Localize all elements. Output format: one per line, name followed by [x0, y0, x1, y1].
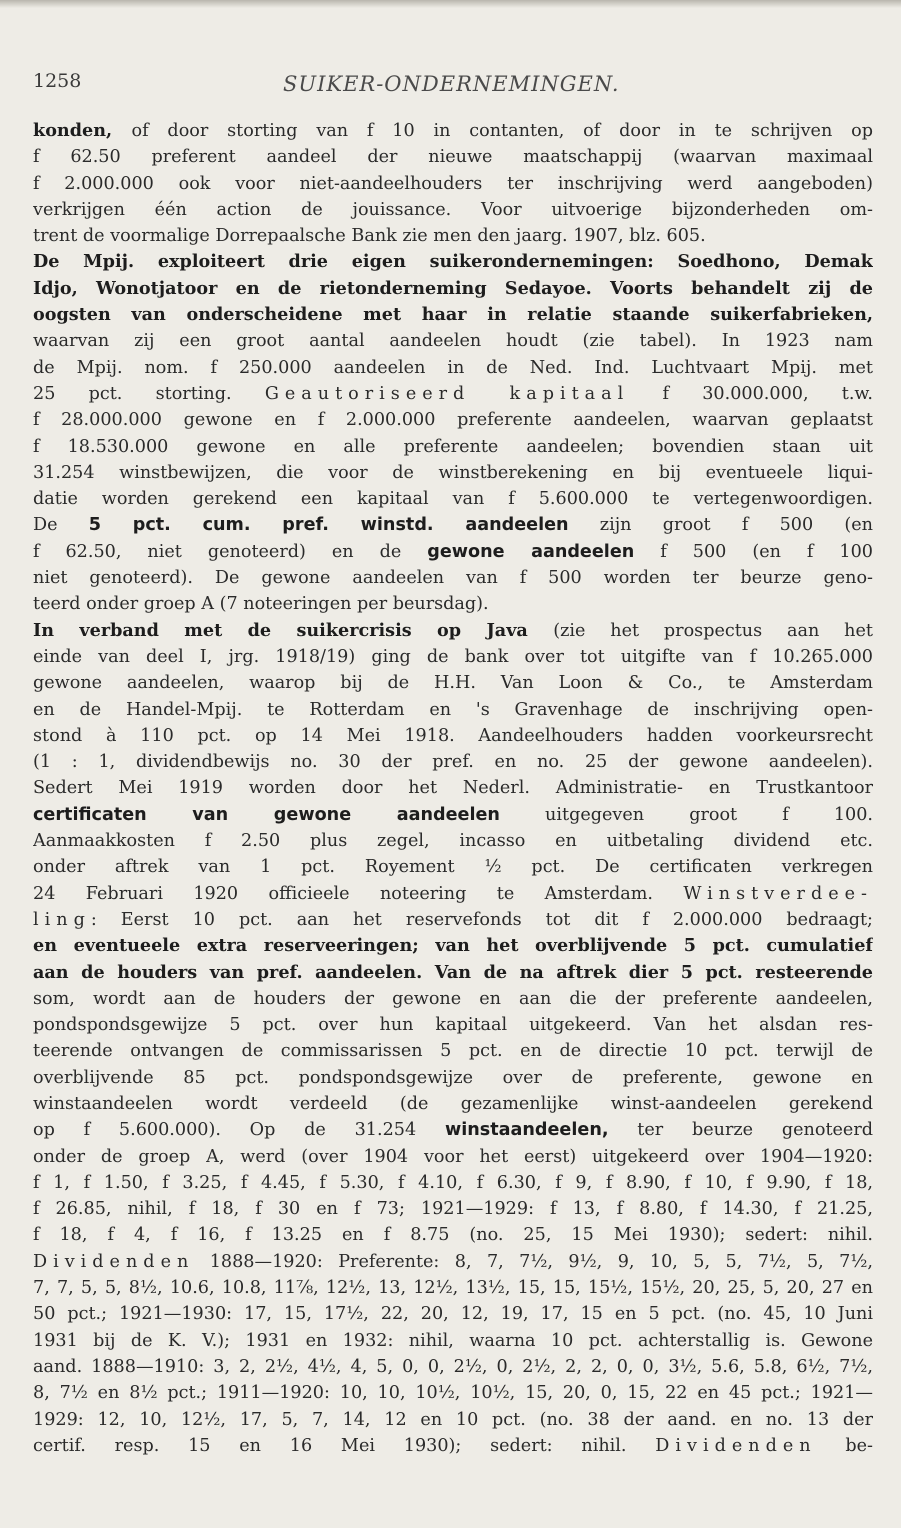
text-segment: 50 pct.; 1921—1930: 17, 15, 17½, 22, 20, 12, 19, 17, 15 en 5 pct. (no. 45, 10 Juni	[33, 1304, 873, 1325]
text-segment: 1929: 12, 10, 12½, 17, 5, 7, 14, 12 en 10 pct. (no. 38 der aand. en no. 13 der	[33, 1409, 873, 1430]
text-segment: zijn groot f 500 (en	[568, 515, 873, 536]
text-line	[33, 486, 873, 512]
text-segment: de Mpij. nom. f 250.000 aandeelen in de Ned. Ind. Luchtvaart Mpij. met	[33, 357, 873, 378]
text-segment: en eventueele extra reserveeringen; van het overblijvende 5 pct. cumulatief	[33, 935, 873, 957]
text-line	[33, 328, 873, 354]
text-segment: oogsten van onderscheidene met haar in relatie staande suikerfabrieken,	[33, 304, 873, 326]
text-segment: gewone aandeelen, waarop bij de H.H. Van Loon & Co., te Amsterdam	[33, 673, 873, 694]
text-segment: teerd onder groep A (7 noteeringen per beursdag).	[33, 594, 489, 615]
running-title: SUIKER-ONDERNEMINGEN.	[283, 72, 620, 96]
text-segment: f 18.530.000 gewone en alle preferente aandeelen; bovendien staan uit	[33, 436, 873, 457]
text-segment: (zie het prospectus aan het	[553, 620, 873, 641]
text-segment: waarvan zij een groot aantal aandeelen houdt (zie tabel). In 1923 nam	[33, 331, 873, 352]
text-segment: certificaten van gewone aandeelen	[33, 804, 500, 825]
text-line	[33, 460, 873, 486]
text-line	[33, 644, 873, 670]
text-segment: op f 5.600.000). Op de 31.254	[33, 1120, 445, 1141]
text-segment: overblijvende 85 pct. pondspondsgewijze over de preferente, gewone en	[33, 1067, 873, 1088]
page-number: 1258	[33, 70, 82, 92]
text-line	[33, 933, 873, 959]
body-text	[33, 118, 873, 1459]
text-segment: 1888—1920: Preferente: 8, 7, 7½, 9½, 9, 10, 5, 5, 7½, 5, 7½,	[194, 1251, 873, 1272]
text-segment: gewone aandeelen	[427, 541, 635, 562]
text-line	[33, 1433, 873, 1459]
text-line	[33, 854, 873, 880]
text-segment: Geautoriseerd kapitaal	[264, 383, 630, 404]
text-segment: pondspondsgewijze 5 pct. over hun kapitaal uitgekeerd. Van het alsdan res-	[33, 1015, 873, 1036]
text-segment: Aanmaakkosten f 2.50 plus zegel, incasso en uitbetaling dividend etc.	[33, 831, 873, 852]
text-segment: konden,	[33, 120, 132, 141]
text-segment: uitgegeven groot f 100.	[499, 804, 873, 825]
text-line	[33, 828, 873, 854]
text-segment: : Eerst 10 pct. aan het reservefonds tot dit f 2.000.000 bedraagt;	[90, 909, 873, 930]
text-line	[33, 565, 873, 591]
text-segment: In verband met de suikercrisis op Java	[33, 619, 554, 641]
text-line	[33, 249, 873, 275]
text-segment: stond à 110 pct. op 14 Mei 1918. Aandeelhouders hadden voorkeursrecht	[33, 725, 873, 746]
text-line	[33, 775, 873, 801]
text-segment: verkrijgen één action de jouissance. Voor uitvoerige bijzonderheden om-	[33, 199, 873, 220]
text-segment: f 26.85, nihil, f 18, f 30 en f 73; 1921—1929: f 13, f 8.80, f 14.30, f 21.25,	[33, 1199, 873, 1220]
text-line	[33, 276, 873, 302]
text-segment: De Mpij. exploiteert drie eigen suikerondernemingen: Soedhono, Demak	[33, 251, 873, 273]
text-segment: of door storting van f 10 in contanten, of door in te schrijven op	[131, 121, 873, 141]
text-line	[33, 1012, 873, 1038]
text-line	[33, 1407, 873, 1433]
text-segment: certif. resp. 15 en 16 Mei 1930); sedert: nihil.	[33, 1435, 656, 1456]
text-segment: f 62.50 preferent aandeel der nieuwe maatschappij (waarvan maximaal	[33, 147, 873, 168]
text-line	[33, 1170, 873, 1196]
text-segment: 31.254 winstbewijzen, die voor de winstberekening en bij eventueele liqui-	[33, 462, 873, 483]
text-segment: 24 Februari 1920 officieele noteering te Amsterdam.	[33, 883, 684, 904]
text-segment: onder de groep A, werd (over 1904 voor het eerst) uitgekeerd over 1904—1920:	[33, 1146, 873, 1167]
text-segment: teerende ontvangen de commissarissen 5 pct. en de directie 10 pct. terwijl de	[33, 1041, 873, 1062]
text-line	[33, 907, 873, 933]
page-edge-shadow	[0, 0, 901, 8]
text-line	[33, 960, 873, 986]
text-line	[33, 1117, 873, 1143]
text-segment: en de Handel-Mpij. te Rotterdam en 's Gravenhage de inschrijving open-	[33, 699, 873, 720]
text-segment: Idjo, Wonotjatoor en de rietonderneming Sedayoe. Voorts behandelt zij de	[33, 277, 873, 299]
text-segment: Dividenden	[655, 1435, 817, 1456]
text-segment: f 28.000.000 gewone en f 2.000.000 preferente aandeelen, waarvan geplaatst	[33, 410, 873, 431]
text-segment: ter beurze genoteerd	[608, 1120, 873, 1141]
text-line	[33, 512, 873, 538]
text-line	[33, 1275, 873, 1301]
text-line	[33, 118, 873, 144]
text-segment: be-	[816, 1435, 873, 1456]
text-segment: f 1, f 1.50, f 3.25, f 4.45, f 5.30, f 4.10, f 6.30, f 9, f 8.90, f 10, f 9.90, f 18,	[33, 1172, 873, 1193]
text-segment: aand. 1888—1910: 3, 2, 2½, 4½, 4, 5, 0, 0, 2½, 0, 2½, 2, 2, 0, 0, 3½, 5.6, 5.8, 6½, 7½,	[33, 1356, 873, 1377]
text-line	[33, 197, 873, 223]
text-segment: ling	[33, 909, 91, 930]
text-line	[33, 1354, 873, 1380]
text-segment: som, wordt aan de houders der gewone en aan die der preferente aandeelen,	[33, 988, 873, 1009]
text-segment: 8, 7½ en 8½ pct.; 1911—1920: 10, 10, 10½, 10½, 15, 20, 0, 15, 22 en 45 pct.; 1921—	[33, 1383, 873, 1404]
text-segment: 1931 bij de K. V.); 1931 en 1932: nihil, waarna 10 pct. achterstallig is. Gewone	[33, 1330, 873, 1351]
text-segment: Dividenden	[33, 1251, 195, 1272]
text-segment: datie worden gerekend een kapitaal van f 5.600.000 te vertegenwoordigen.	[33, 489, 873, 510]
text-line	[33, 381, 873, 407]
text-segment: Winstverdee-	[683, 883, 873, 904]
text-segment: f 18, f 4, f 16, f 13.25 en f 8.75 (no. 25, 15 Mei 1930); sedert: nihil.	[33, 1225, 873, 1246]
text-line	[33, 355, 873, 381]
text-line	[33, 223, 873, 249]
text-segment: (1 : 1, dividendbewijs no. 30 der pref. en no. 25 der gewone aandeelen).	[33, 752, 873, 773]
text-segment: niet genoteerd). De gewone aandeelen van f 500 worden ter beurze geno-	[33, 568, 873, 589]
text-segment: f 2.000.000 ook voor niet-aandeelhouders ter inschrijving werd aangeboden)	[33, 173, 873, 194]
text-line	[33, 723, 873, 749]
text-line	[33, 1196, 873, 1222]
text-segment: aan de houders van pref. aandeelen. Van de na aftrek dier 5 pct. resteerende	[33, 961, 873, 983]
text-line	[33, 539, 873, 565]
text-line	[33, 144, 873, 170]
text-line	[33, 1222, 873, 1248]
text-segment: onder aftrek van 1 pct. Royement ½ pct. De certificaten verkregen	[33, 857, 873, 878]
text-line	[33, 881, 873, 907]
text-line	[33, 407, 873, 433]
text-line	[33, 1380, 873, 1406]
page-header	[33, 70, 873, 100]
text-segment: winstaandeelen wordt verdeeld (de gezamenlijke winst-aandeelen gerekend	[33, 1093, 873, 1114]
text-line	[33, 1065, 873, 1091]
text-segment: De	[33, 515, 89, 536]
text-segment: einde van deel I, jrg. 1918/19) ging de bank over tot uitgifte van f 10.265.000	[33, 646, 873, 667]
text-segment: winstaandeelen,	[444, 1120, 609, 1141]
text-segment: Sedert Mei 1919 worden door het Nederl. Administratie- en Trustkantoor	[33, 778, 873, 799]
text-line	[33, 591, 873, 617]
text-line	[33, 986, 873, 1012]
text-segment: f 30.000.000, t.w.	[629, 383, 873, 404]
text-line	[33, 618, 873, 644]
text-line	[33, 1144, 873, 1170]
text-line	[33, 802, 873, 828]
text-line	[33, 670, 873, 696]
text-line	[33, 749, 873, 775]
text-line	[33, 697, 873, 723]
text-line	[33, 1301, 873, 1327]
text-segment: 7, 7, 5, 5, 8½, 10.6, 10.8, 11⅞, 12½, 13, 12½, 13½, 15, 15, 15½, 15½, 20, 25, 5, 20, 27 en	[33, 1278, 873, 1299]
text-line	[33, 171, 873, 197]
text-segment: f 500 (en f 100	[634, 541, 873, 562]
text-segment: trent de voormalige Dorrepaalsche Bank zie men den jaarg. 1907, blz. 605.	[33, 226, 706, 247]
text-line	[33, 1328, 873, 1354]
text-line	[33, 1091, 873, 1117]
text-line	[33, 1038, 873, 1064]
text-line	[33, 302, 873, 328]
text-line	[33, 1249, 873, 1275]
text-segment: 25 pct. storting.	[33, 383, 265, 404]
text-line	[33, 434, 873, 460]
text-segment: f 62.50, niet genoteerd) en de	[33, 541, 428, 562]
text-segment: 5 pct. cum. pref. winstd. aandeelen	[88, 515, 569, 536]
